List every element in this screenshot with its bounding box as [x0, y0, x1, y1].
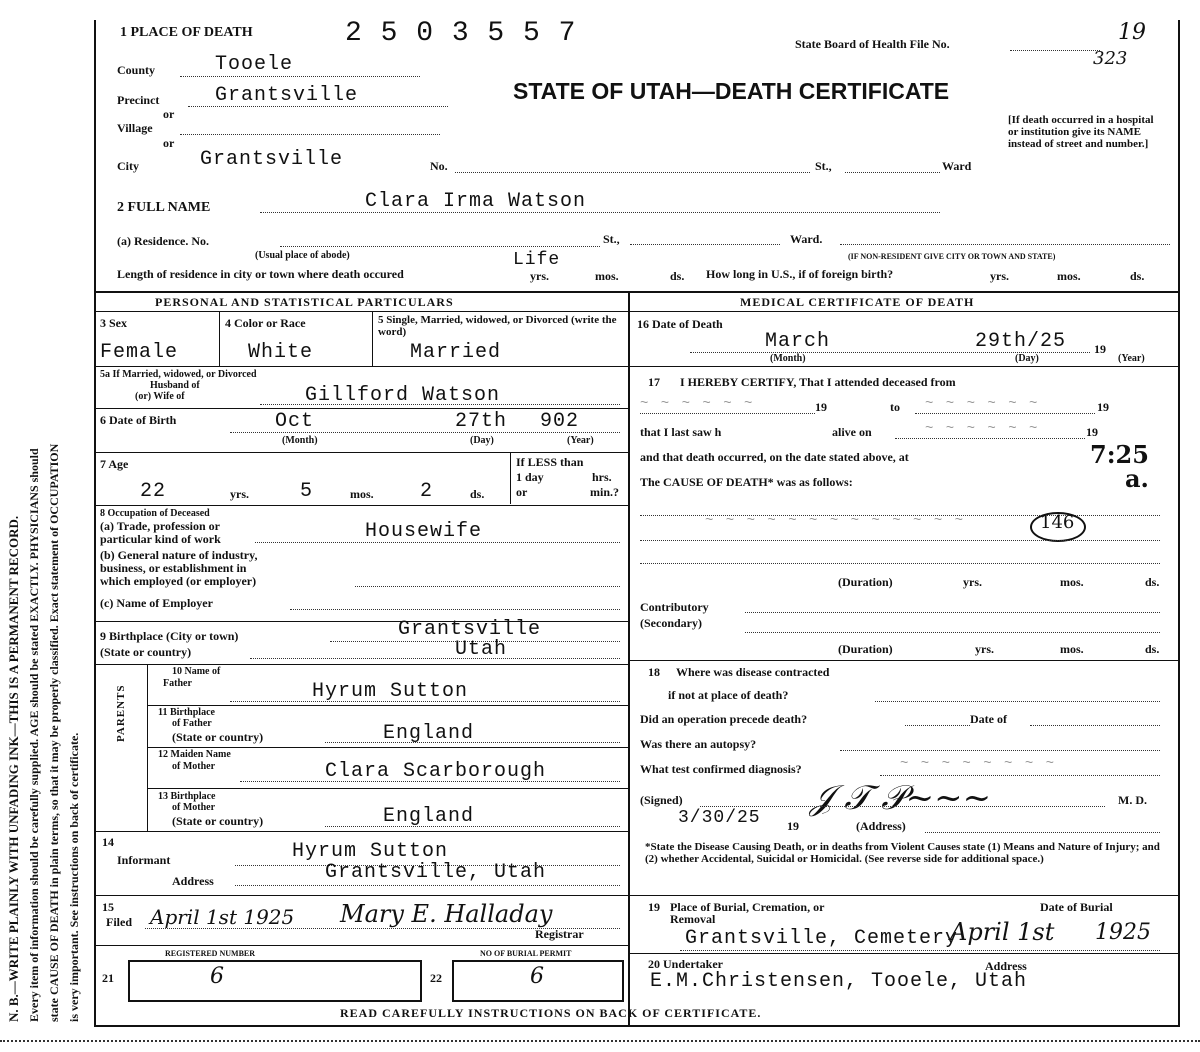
min-label: min.?	[590, 485, 620, 499]
age-label: 7 Age	[100, 457, 129, 471]
precinct-value: Grantsville	[215, 84, 359, 107]
marital-label: 5 Single, Married, widowed, or Divorced (write the word)	[378, 314, 617, 338]
attended-to-date: ~ ~ ~ ~ ~ ~	[925, 396, 1040, 412]
spouse-label-1: 5a If Married, widowed, or Divorced	[100, 369, 257, 380]
mos-label: mos.	[595, 269, 619, 283]
informant-label: Informant	[117, 853, 171, 867]
certify-number: 17	[648, 375, 660, 389]
contributory-label: Contributory	[640, 600, 709, 614]
side-note-1: N. B.—WRITE PLAINLY WITH UNFADING INK—THIS IS A PERMANENT RECORD.	[6, 515, 21, 1022]
burial-number: 19	[648, 900, 660, 914]
document-title: STATE OF UTAH—DEATH CERTIFICATE	[513, 78, 950, 104]
burial-place: Grantsville, Cemetery	[685, 927, 959, 950]
occupation-value: Housewife	[365, 520, 483, 543]
contracted-number: 18	[648, 665, 660, 679]
mos-label: mos.	[1057, 269, 1081, 283]
marital-value: Married	[410, 341, 502, 364]
color-value: White	[248, 341, 314, 364]
year-19-label: 19	[1086, 425, 1098, 439]
dod-day: 29th/25	[975, 330, 1067, 353]
registrar-label: Registrar	[535, 927, 584, 941]
mother-birthplace-label-3: (State or country)	[172, 814, 264, 828]
burial-label-2: Removal	[670, 912, 716, 926]
physician-address-label: (Address)	[856, 819, 906, 833]
last-seen-date: ~ ~ ~ ~ ~ ~	[925, 421, 1040, 437]
mos-label: mos.	[350, 487, 374, 501]
ds-label: ds.	[470, 487, 485, 501]
county-value: Tooele	[215, 53, 294, 76]
side-note-3: state CAUSE OF DEATH in plain terms, so that it may be properly classified. Exact statement of OCCUPATION	[47, 443, 61, 1022]
birthplace-city: Grantsville	[398, 618, 542, 641]
age-days: 2	[420, 480, 434, 503]
occupation-label-1: 8 Occupation of Deceased	[100, 508, 210, 519]
village-label: Village	[117, 121, 153, 135]
informant-value: Hyrum Sutton	[292, 840, 449, 863]
residence-label: (a) Residence. No.	[117, 234, 209, 248]
alive-on-label: alive on	[832, 425, 872, 439]
undertaker-value: E.M.Christensen, Tooele, Utah	[650, 970, 1028, 993]
file-no-label: State Board of Health File No.	[795, 37, 950, 51]
undertaker-label: 20 Undertaker	[648, 957, 723, 971]
length-of-residence-label: Length of residence in city or town where death occured	[117, 267, 404, 281]
registered-number-value: 6	[210, 964, 224, 989]
length-of-residence-value: Life	[513, 250, 561, 270]
burial-year: 1925	[1095, 920, 1151, 945]
certificate-number: 2 5 0 3 5 5 7	[345, 18, 577, 49]
box-21-label: 21	[102, 971, 114, 985]
father-birthplace-label-2: of Father	[172, 718, 212, 729]
filed-label: Filed	[106, 915, 132, 929]
column-divider	[628, 291, 630, 1025]
sex-value: Female	[100, 341, 179, 364]
yrs-label: yrs.	[230, 487, 249, 501]
personal-heading: PERSONAL AND STATISTICAL PARTICULARS	[155, 295, 454, 309]
year-label: (Year)	[1118, 353, 1145, 364]
ds-label: ds.	[670, 269, 685, 283]
occupation-label-3: particular kind of work	[100, 532, 221, 546]
burial-label-1: Place of Burial, Cremation, or	[670, 900, 825, 914]
yrs-label: yrs.	[990, 269, 1009, 283]
death-occurred-label: and that death occurred, on the date stated above, at	[640, 450, 909, 464]
dod-month: March	[765, 330, 831, 353]
father-birthplace-label-1: 11 Birthplace	[158, 707, 215, 718]
mos-label: mos.	[1060, 575, 1084, 589]
operation-date-label: Date of	[970, 712, 1007, 726]
sex-label: 3 Sex	[100, 316, 127, 330]
dob-day: 27th	[455, 410, 508, 433]
month-label: (Month)	[282, 435, 318, 446]
mother-label-2: of Mother	[172, 761, 216, 772]
one-day-label: 1 day	[516, 470, 544, 484]
month-label: (Month)	[770, 353, 806, 364]
foreign-birth-label: How long in U.S., if of foreign birth?	[706, 267, 894, 281]
registered-number-box	[128, 960, 422, 1002]
color-label: 4 Color or Race	[225, 316, 306, 330]
duration-label: (Duration)	[838, 575, 893, 589]
place-of-death-label: 1 PLACE OF DEATH	[120, 25, 253, 40]
day-label: (Day)	[470, 435, 494, 446]
yrs-label: yrs.	[975, 642, 994, 656]
address-label: Address	[172, 874, 214, 888]
age-months: 5	[300, 480, 314, 503]
footer-instructions: READ CAREFULLY INSTRUCTIONS ON BACK OF CERTIFICATE.	[340, 1006, 762, 1020]
dob-label: 6 Date of Birth	[100, 413, 177, 427]
undertaker-address-label: Address	[985, 959, 1027, 973]
full-name-value: Clara Irma Watson	[365, 190, 587, 213]
duration-label: (Duration)	[838, 642, 893, 656]
burial-date: April 1st	[950, 918, 1055, 946]
burial-date-label: Date of Burial	[1040, 900, 1113, 914]
nonresident-note: (IF NON-RESIDENT GIVE CITY OR TOWN AND STATE)	[848, 252, 1056, 261]
informant-address: Grantsville, Utah	[325, 861, 547, 884]
full-name-label: 2 FULL NAME	[117, 200, 211, 215]
father-birthplace-value: England	[383, 722, 475, 745]
parents-label: PARENTS	[115, 684, 127, 742]
hospital-note: [If death occurred in a hospital or institution give its NAME instead of street and number.]	[1008, 114, 1154, 150]
time-suffix: a.	[1125, 464, 1149, 493]
violent-causes-note: *State the Disease Causing Death, or in deaths from Violent Causes state (1) Means and Nature of Injury; and (2) whether Accidental, Suicidal or Homicidal. (See reverse side for additional space.)	[645, 841, 1160, 865]
contracted-label: Where was disease contracted	[676, 665, 830, 679]
yrs-label: yrs.	[530, 269, 549, 283]
precinct-label: Precinct	[117, 93, 160, 107]
mother-birthplace-label-1: 13 Birthplace	[158, 791, 216, 802]
registered-number-label: REGISTERED NUMBER	[165, 949, 256, 958]
file-no-top: 19	[1118, 20, 1146, 45]
signed-label: (Signed)	[640, 793, 683, 807]
city-value: Grantsville	[200, 148, 344, 171]
st-label: St.,	[603, 232, 620, 246]
industry-label-1: (b) General nature of industry,	[100, 548, 258, 562]
to-label: to	[890, 400, 900, 414]
ds-label: ds.	[1130, 269, 1145, 283]
file-no-bottom: 323	[1093, 48, 1128, 69]
industry-label-2: business, or establishment in	[100, 561, 247, 575]
dob-year: 902	[540, 410, 580, 433]
spouse-label-2: Husband of	[150, 380, 200, 391]
dod-label: 16 Date of Death	[637, 317, 723, 331]
ds-label: ds.	[1145, 642, 1160, 656]
birthplace-label-2: (State or country)	[100, 645, 192, 659]
bottom-border	[94, 1025, 1180, 1027]
industry-label-3: which employed (or employer)	[100, 574, 257, 588]
birthplace-state: Utah	[455, 638, 508, 661]
city-label: City	[117, 159, 139, 173]
md-label: M. D.	[1118, 793, 1147, 807]
year-19-label: 19	[787, 819, 799, 833]
spouse-value: Gillford Watson	[305, 384, 501, 407]
informant-number: 14	[102, 835, 114, 849]
cause-code: 146	[1040, 512, 1075, 533]
ward-label: Ward	[942, 159, 972, 173]
no-label: No.	[430, 159, 448, 173]
year-19-label: 19	[1094, 342, 1106, 356]
year-19-label: 19	[815, 400, 827, 414]
or-label: or	[163, 136, 175, 150]
cause-of-death-value: ~ ~ ~ ~ ~ ~ ~ ~ ~ ~ ~ ~ ~	[705, 513, 966, 529]
operation-label: Did an operation precede death?	[640, 712, 808, 726]
box-22-label: 22	[430, 971, 442, 985]
mother-birthplace-value: England	[383, 805, 475, 828]
right-border	[1178, 20, 1180, 1025]
mother-value: Clara Scarborough	[325, 760, 547, 783]
burial-permit-value: 6	[530, 964, 544, 989]
attended-from-date: ~ ~ ~ ~ ~ ~	[640, 396, 755, 412]
year-19-label: 19	[1097, 400, 1109, 414]
county-label: County	[117, 63, 156, 77]
side-note-4: is very important. See instructions on back of certificate.	[67, 732, 81, 1022]
filed-number: 15	[102, 900, 114, 914]
or-label: or	[516, 485, 528, 499]
burial-permit-label: NO OF BURIAL PERMIT	[480, 949, 572, 958]
or-label: or	[163, 107, 175, 121]
perforation-edge	[0, 1040, 1200, 1052]
father-birthplace-label-3: (State or country)	[172, 730, 264, 744]
autopsy-label: Was there an autopsy?	[640, 737, 757, 751]
hrs-label: hrs.	[592, 470, 612, 484]
time-of-death: 7:25	[1090, 440, 1149, 469]
ward-label: Ward.	[790, 232, 823, 246]
diagnosis-test-label: What test confirmed diagnosis?	[640, 762, 802, 776]
mos-label: mos.	[1060, 642, 1084, 656]
yrs-label: yrs.	[963, 575, 982, 589]
dob-month: Oct	[275, 410, 315, 433]
employer-label: (c) Name of Employer	[100, 596, 213, 610]
diagnosis-test-value: ~ ~ ~ ~ ~ ~ ~ ~	[900, 756, 1057, 772]
filed-date: April 1st 1925	[150, 905, 295, 929]
mother-birthplace-label-2: of Mother	[172, 802, 216, 813]
st-label: St.,	[815, 159, 832, 173]
day-label: (Day)	[1015, 353, 1039, 364]
occupation-label-2: (a) Trade, profession or	[100, 519, 220, 533]
secondary-label: (Secondary)	[640, 616, 702, 630]
mother-label-1: 12 Maiden Name	[158, 749, 231, 760]
father-label-1: 10 Name of	[172, 666, 221, 677]
birthplace-label-1: 9 Birthplace (City or town)	[100, 629, 239, 643]
not-at-place-label: if not at place of death?	[668, 688, 789, 702]
spouse-label-3: (or) Wife of	[135, 391, 185, 402]
signed-date: 3/30/25	[678, 808, 761, 828]
cause-of-death-label: The CAUSE OF DEATH* was as follows:	[640, 475, 853, 489]
father-value: Hyrum Sutton	[312, 680, 469, 703]
usual-place-note: (Usual place of abode)	[255, 250, 350, 261]
age-years: 22	[140, 480, 167, 503]
registrar-signature: Mary E. Halladay	[340, 900, 553, 928]
physician-signature: 𝒥 𝒯 𝒫~~~	[810, 778, 992, 818]
last-saw-label: that I last saw h	[640, 425, 722, 439]
less-than-label: If LESS than	[516, 455, 584, 469]
ds-label: ds.	[1145, 575, 1160, 589]
left-border	[94, 20, 96, 1025]
father-label-2: Father	[163, 678, 192, 689]
side-note-2: Every item of information should be carefully supplied. AGE should be stated EXACTLY. PHYSICIANS should	[27, 448, 41, 1022]
certify-statement: I HEREBY CERTIFY, That I attended deceased from	[680, 375, 956, 389]
year-label: (Year)	[567, 435, 594, 446]
medical-heading: MEDICAL CERTIFICATE OF DEATH	[740, 295, 975, 309]
